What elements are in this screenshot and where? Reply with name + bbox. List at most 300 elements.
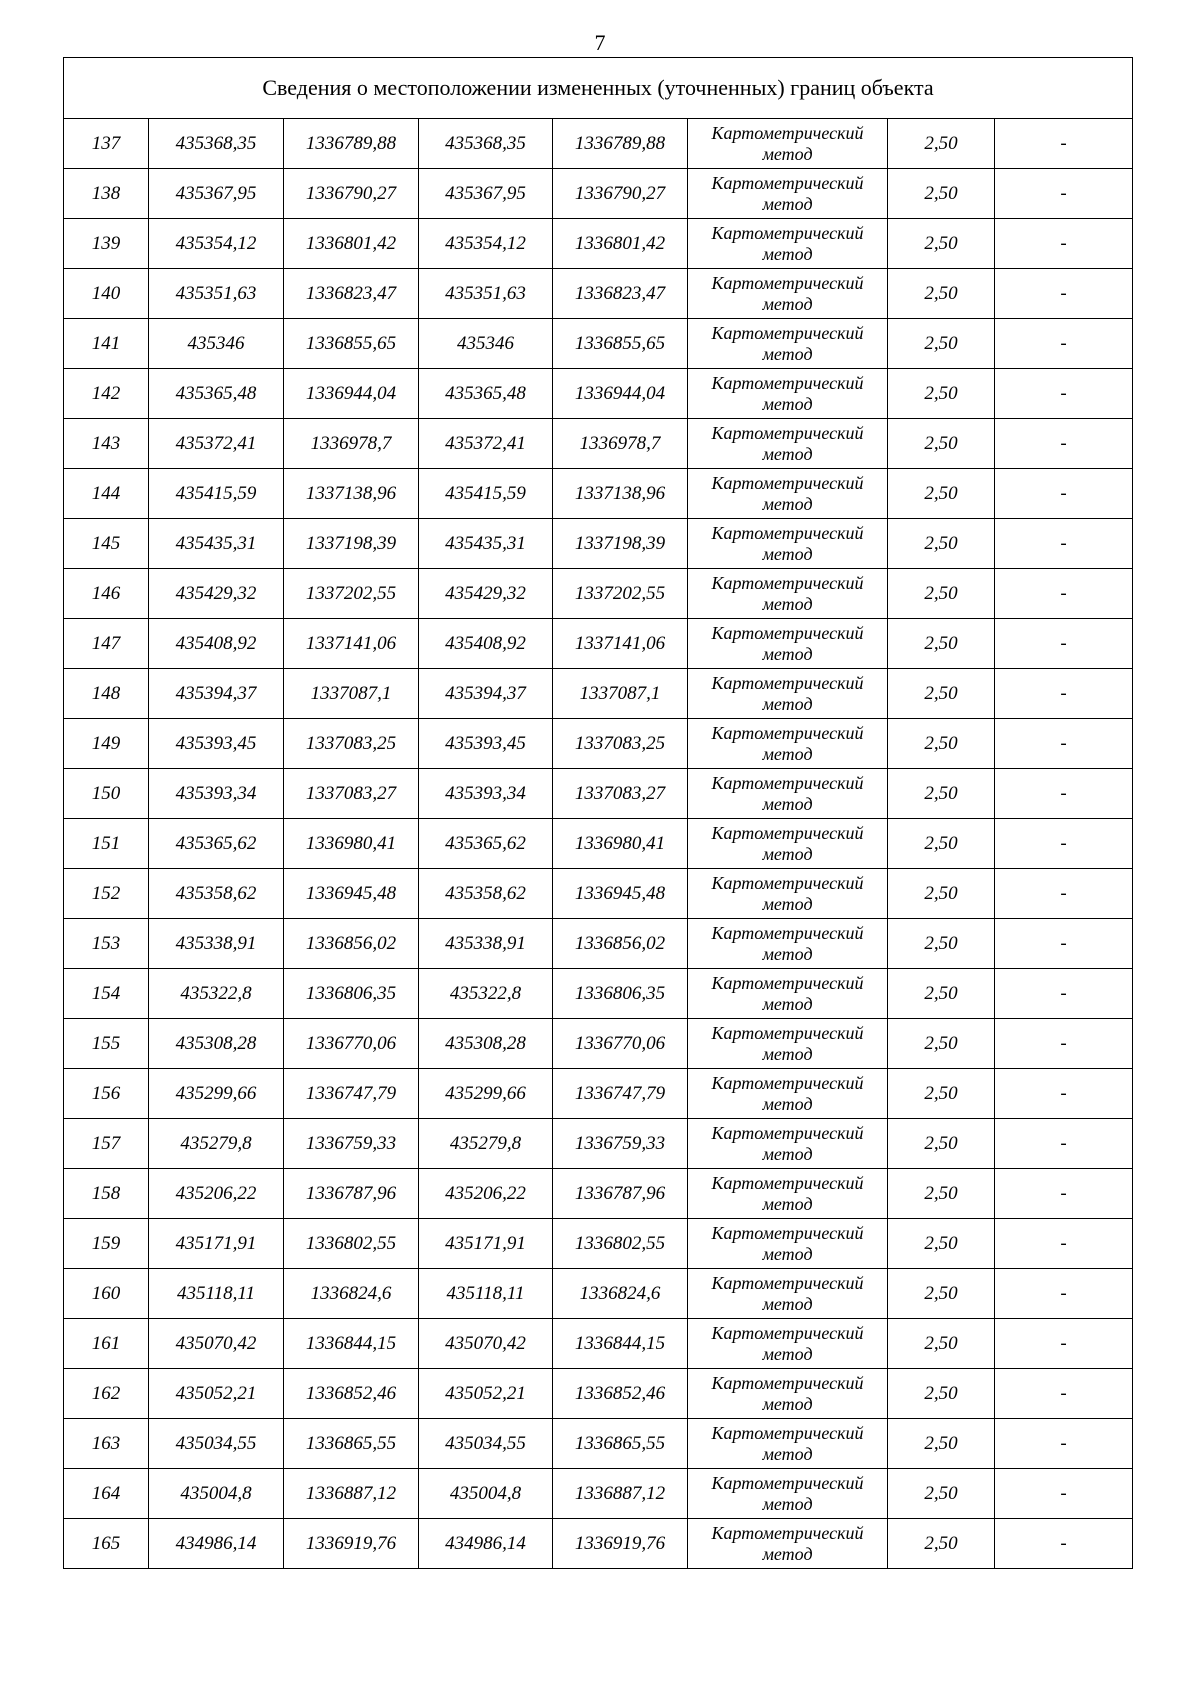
precision-cell: 2,50: [888, 1269, 995, 1319]
x-refined-cell: 434986,14: [419, 1519, 553, 1569]
point-number-cell: 142: [64, 369, 149, 419]
precision-cell: 2,50: [888, 269, 995, 319]
point-number-cell: 162: [64, 1369, 149, 1419]
precision-cell: 2,50: [888, 719, 995, 769]
point-number-cell: 160: [64, 1269, 149, 1319]
y-existing-cell: 1336980,41: [284, 819, 419, 869]
x-existing-cell: 435394,37: [149, 669, 284, 719]
method-line-1: Картометрический: [711, 822, 864, 843]
y-existing-cell: 1336747,79: [284, 1069, 419, 1119]
precision-cell: 2,50: [888, 669, 995, 719]
note-cell: -: [995, 1269, 1133, 1319]
method-cell: [688, 1119, 888, 1169]
table-row: [64, 469, 1133, 519]
note-cell: -: [995, 1219, 1133, 1269]
x-refined-cell: 435393,45: [419, 719, 553, 769]
method-line-2: метод: [762, 843, 813, 864]
x-refined-cell: 435034,55: [419, 1419, 553, 1469]
x-existing-cell: 435367,95: [149, 169, 284, 219]
x-existing-cell: 435308,28: [149, 1019, 284, 1069]
method-line-2: метод: [762, 1343, 813, 1364]
method-line-1: Картометрический: [711, 1222, 864, 1243]
x-existing-cell: 435393,45: [149, 719, 284, 769]
x-refined-cell: 435338,91: [419, 919, 553, 969]
table-row: [64, 1419, 1133, 1469]
y-refined-cell: 1336855,65: [553, 319, 688, 369]
method-line-1: Картометрический: [711, 1472, 864, 1493]
y-existing-cell: 1336865,55: [284, 1419, 419, 1469]
method-line-2: метод: [762, 1093, 813, 1114]
y-refined-cell: 1337202,55: [553, 569, 688, 619]
x-refined-cell: 435408,92: [419, 619, 553, 669]
coordinates-table: [63, 57, 1133, 1569]
method-cell: [688, 1319, 888, 1369]
table-row: [64, 719, 1133, 769]
method-line-1: Картометрический: [711, 1022, 864, 1043]
y-refined-cell: 1337198,39: [553, 519, 688, 569]
y-existing-cell: 1336856,02: [284, 919, 419, 969]
method-cell: [688, 669, 888, 719]
method-cell: [688, 469, 888, 519]
table-row: [64, 919, 1133, 969]
x-existing-cell: 435070,42: [149, 1319, 284, 1369]
note-cell: -: [995, 1469, 1133, 1519]
y-refined-cell: 1336759,33: [553, 1119, 688, 1169]
method-line-1: Картометрический: [711, 922, 864, 943]
method-line-1: Картометрический: [711, 1372, 864, 1393]
precision-cell: 2,50: [888, 919, 995, 969]
method-line-2: метод: [762, 443, 813, 464]
method-cell: [688, 269, 888, 319]
note-cell: -: [995, 869, 1133, 919]
method-cell: [688, 119, 888, 169]
table-row: [64, 1319, 1133, 1369]
method-line-1: Картометрический: [711, 522, 864, 543]
y-existing-cell: 1336770,06: [284, 1019, 419, 1069]
method-cell: [688, 219, 888, 269]
precision-cell: 2,50: [888, 1169, 995, 1219]
note-cell: -: [995, 1069, 1133, 1119]
y-refined-cell: 1336944,04: [553, 369, 688, 419]
point-number-cell: 163: [64, 1419, 149, 1469]
x-existing-cell: 435338,91: [149, 919, 284, 969]
x-existing-cell: 435358,62: [149, 869, 284, 919]
method-line-1: Картометрический: [711, 172, 864, 193]
x-existing-cell: 435415,59: [149, 469, 284, 519]
method-cell: [688, 319, 888, 369]
x-refined-cell: 435358,62: [419, 869, 553, 919]
x-existing-cell: 435351,63: [149, 269, 284, 319]
x-refined-cell: 435004,8: [419, 1469, 553, 1519]
point-number-cell: 143: [64, 419, 149, 469]
note-cell: -: [995, 569, 1133, 619]
y-refined-cell: 1336801,42: [553, 219, 688, 269]
x-existing-cell: 435052,21: [149, 1369, 284, 1419]
precision-cell: 2,50: [888, 869, 995, 919]
point-number-cell: 140: [64, 269, 149, 319]
method-cell: [688, 769, 888, 819]
point-number-cell: 165: [64, 1519, 149, 1569]
method-cell: [688, 1069, 888, 1119]
y-refined-cell: 1337083,27: [553, 769, 688, 819]
y-refined-cell: 1336824,6: [553, 1269, 688, 1319]
y-refined-cell: 1336865,55: [553, 1419, 688, 1469]
y-existing-cell: 1337087,1: [284, 669, 419, 719]
method-line-2: метод: [762, 693, 813, 714]
method-line-2: метод: [762, 993, 813, 1014]
note-cell: -: [995, 1419, 1133, 1469]
y-refined-cell: 1337087,1: [553, 669, 688, 719]
note-cell: -: [995, 269, 1133, 319]
method-line-1: Картометрический: [711, 1122, 864, 1143]
y-existing-cell: 1336919,76: [284, 1519, 419, 1569]
x-refined-cell: 435052,21: [419, 1369, 553, 1419]
method-line-2: метод: [762, 1243, 813, 1264]
method-line-1: Картометрический: [711, 622, 864, 643]
y-refined-cell: 1336945,48: [553, 869, 688, 919]
table-row: [64, 319, 1133, 369]
method-line-2: метод: [762, 1393, 813, 1414]
y-refined-cell: 1336978,7: [553, 419, 688, 469]
x-existing-cell: 435393,34: [149, 769, 284, 819]
method-line-2: метод: [762, 643, 813, 664]
method-line-1: Картометрический: [711, 122, 864, 143]
y-existing-cell: 1336945,48: [284, 869, 419, 919]
method-line-2: метод: [762, 543, 813, 564]
point-number-cell: 144: [64, 469, 149, 519]
y-existing-cell: 1336844,15: [284, 1319, 419, 1369]
method-line-2: метод: [762, 793, 813, 814]
y-refined-cell: 1336770,06: [553, 1019, 688, 1069]
method-cell: [688, 719, 888, 769]
point-number-cell: 146: [64, 569, 149, 619]
precision-cell: 2,50: [888, 1069, 995, 1119]
precision-cell: 2,50: [888, 1369, 995, 1419]
y-existing-cell: 1336824,6: [284, 1269, 419, 1319]
precision-cell: 2,50: [888, 819, 995, 869]
note-cell: -: [995, 1169, 1133, 1219]
note-cell: -: [995, 469, 1133, 519]
point-number-cell: 148: [64, 669, 149, 719]
y-refined-cell: 1336844,15: [553, 1319, 688, 1369]
method-line-2: метод: [762, 243, 813, 264]
y-existing-cell: 1337202,55: [284, 569, 419, 619]
y-existing-cell: 1336806,35: [284, 969, 419, 1019]
y-refined-cell: 1336802,55: [553, 1219, 688, 1269]
note-cell: -: [995, 1319, 1133, 1369]
y-existing-cell: 1336790,27: [284, 169, 419, 219]
method-line-2: метод: [762, 593, 813, 614]
method-line-2: метод: [762, 143, 813, 164]
x-existing-cell: 435171,91: [149, 1219, 284, 1269]
x-existing-cell: 435004,8: [149, 1469, 284, 1519]
precision-cell: 2,50: [888, 619, 995, 669]
method-cell: [688, 369, 888, 419]
precision-cell: 2,50: [888, 769, 995, 819]
method-cell: [688, 1019, 888, 1069]
method-cell: [688, 1169, 888, 1219]
method-line-2: метод: [762, 1543, 813, 1564]
table-row: [64, 1469, 1133, 1519]
method-line-1: Картометрический: [711, 672, 864, 693]
method-line-1: Картометрический: [711, 1322, 864, 1343]
precision-cell: 2,50: [888, 469, 995, 519]
method-cell: [688, 969, 888, 1019]
method-line-2: метод: [762, 1293, 813, 1314]
table-row: [64, 1069, 1133, 1119]
note-cell: -: [995, 719, 1133, 769]
y-existing-cell: 1337083,27: [284, 769, 419, 819]
y-existing-cell: 1336978,7: [284, 419, 419, 469]
precision-cell: 2,50: [888, 119, 995, 169]
x-refined-cell: 435429,32: [419, 569, 553, 619]
x-refined-cell: 435308,28: [419, 1019, 553, 1069]
x-existing-cell: 435429,32: [149, 569, 284, 619]
table-row: [64, 1369, 1133, 1419]
precision-cell: 2,50: [888, 169, 995, 219]
x-refined-cell: 435365,48: [419, 369, 553, 419]
method-line-1: Картометрический: [711, 722, 864, 743]
method-line-1: Картометрический: [711, 422, 864, 443]
y-refined-cell: 1336852,46: [553, 1369, 688, 1419]
x-refined-cell: 435299,66: [419, 1069, 553, 1119]
table-row: [64, 669, 1133, 719]
y-existing-cell: 1336802,55: [284, 1219, 419, 1269]
table-row: [64, 1219, 1133, 1269]
method-line-2: метод: [762, 343, 813, 364]
x-refined-cell: 435415,59: [419, 469, 553, 519]
precision-cell: 2,50: [888, 1019, 995, 1069]
x-refined-cell: 435394,37: [419, 669, 553, 719]
method-line-2: метод: [762, 1443, 813, 1464]
point-number-cell: 154: [64, 969, 149, 1019]
y-existing-cell: 1336789,88: [284, 119, 419, 169]
point-number-cell: 141: [64, 319, 149, 369]
precision-cell: 2,50: [888, 419, 995, 469]
table-row: [64, 769, 1133, 819]
y-existing-cell: 1337198,39: [284, 519, 419, 569]
method-line-1: Картометрический: [711, 272, 864, 293]
method-line-1: Картометрический: [711, 872, 864, 893]
x-existing-cell: 435206,22: [149, 1169, 284, 1219]
method-line-2: метод: [762, 1193, 813, 1214]
table-row: [64, 419, 1133, 469]
table-title: Сведения о местоположении измененных (уточненных) границ объекта: [64, 58, 1133, 119]
y-existing-cell: 1336823,47: [284, 269, 419, 319]
table-row: [64, 819, 1133, 869]
point-number-cell: 153: [64, 919, 149, 969]
x-refined-cell: 435351,63: [419, 269, 553, 319]
point-number-cell: 150: [64, 769, 149, 819]
x-existing-cell: 435365,48: [149, 369, 284, 419]
point-number-cell: 147: [64, 619, 149, 669]
note-cell: -: [995, 969, 1133, 1019]
method-line-1: Картометрический: [711, 572, 864, 593]
table-row: [64, 169, 1133, 219]
x-refined-cell: 435393,34: [419, 769, 553, 819]
x-existing-cell: 435299,66: [149, 1069, 284, 1119]
precision-cell: 2,50: [888, 969, 995, 1019]
table-row: [64, 969, 1133, 1019]
precision-cell: 2,50: [888, 319, 995, 369]
x-existing-cell: 435435,31: [149, 519, 284, 569]
x-refined-cell: 435367,95: [419, 169, 553, 219]
x-existing-cell: 435354,12: [149, 219, 284, 269]
method-line-1: Картометрический: [711, 1522, 864, 1543]
y-existing-cell: 1336787,96: [284, 1169, 419, 1219]
x-existing-cell: 435365,62: [149, 819, 284, 869]
note-cell: -: [995, 519, 1133, 569]
method-cell: [688, 869, 888, 919]
method-cell: [688, 1369, 888, 1419]
x-existing-cell: 435346: [149, 319, 284, 369]
method-line-2: метод: [762, 743, 813, 764]
method-line-1: Картометрический: [711, 1072, 864, 1093]
note-cell: -: [995, 669, 1133, 719]
precision-cell: 2,50: [888, 369, 995, 419]
table-title-row: [64, 58, 1133, 119]
note-cell: -: [995, 1369, 1133, 1419]
method-cell: [688, 1219, 888, 1269]
x-existing-cell: 435034,55: [149, 1419, 284, 1469]
method-cell: [688, 169, 888, 219]
note-cell: -: [995, 769, 1133, 819]
method-cell: [688, 619, 888, 669]
note-cell: -: [995, 369, 1133, 419]
y-existing-cell: 1336855,65: [284, 319, 419, 369]
method-line-1: Картометрический: [711, 222, 864, 243]
point-number-cell: 161: [64, 1319, 149, 1369]
y-refined-cell: 1336887,12: [553, 1469, 688, 1519]
table-row: [64, 1119, 1133, 1169]
note-cell: -: [995, 1519, 1133, 1569]
y-existing-cell: 1336759,33: [284, 1119, 419, 1169]
y-refined-cell: 1336980,41: [553, 819, 688, 869]
note-cell: -: [995, 819, 1133, 869]
point-number-cell: 149: [64, 719, 149, 769]
note-cell: -: [995, 219, 1133, 269]
method-line-2: метод: [762, 893, 813, 914]
table-row: [64, 219, 1133, 269]
point-number-cell: 145: [64, 519, 149, 569]
method-cell: [688, 1419, 888, 1469]
x-existing-cell: 435408,92: [149, 619, 284, 669]
method-line-2: метод: [762, 1493, 813, 1514]
point-number-cell: 157: [64, 1119, 149, 1169]
table-row: [64, 869, 1133, 919]
precision-cell: 2,50: [888, 1469, 995, 1519]
note-cell: -: [995, 919, 1133, 969]
y-existing-cell: 1336887,12: [284, 1469, 419, 1519]
x-existing-cell: 435322,8: [149, 969, 284, 1019]
y-refined-cell: 1336789,88: [553, 119, 688, 169]
method-cell: [688, 1519, 888, 1569]
y-existing-cell: 1336801,42: [284, 219, 419, 269]
table-row: [64, 1269, 1133, 1319]
x-refined-cell: 435365,62: [419, 819, 553, 869]
method-line-1: Картометрический: [711, 372, 864, 393]
precision-cell: 2,50: [888, 1219, 995, 1269]
method-line-1: Картометрический: [711, 322, 864, 343]
x-refined-cell: 435171,91: [419, 1219, 553, 1269]
y-existing-cell: 1336852,46: [284, 1369, 419, 1419]
method-line-2: метод: [762, 1143, 813, 1164]
x-existing-cell: 435368,35: [149, 119, 284, 169]
point-number-cell: 137: [64, 119, 149, 169]
point-number-cell: 156: [64, 1069, 149, 1119]
y-existing-cell: 1336944,04: [284, 369, 419, 419]
point-number-cell: 138: [64, 169, 149, 219]
point-number-cell: 164: [64, 1469, 149, 1519]
y-refined-cell: 1336856,02: [553, 919, 688, 969]
y-refined-cell: 1336747,79: [553, 1069, 688, 1119]
y-refined-cell: 1336806,35: [553, 969, 688, 1019]
method-line-2: метод: [762, 493, 813, 514]
x-refined-cell: 435368,35: [419, 119, 553, 169]
x-refined-cell: 435070,42: [419, 1319, 553, 1369]
table-row: [64, 619, 1133, 669]
table-row: [64, 569, 1133, 619]
y-refined-cell: 1337083,25: [553, 719, 688, 769]
point-number-cell: 155: [64, 1019, 149, 1069]
page-number: 7: [594, 30, 606, 55]
method-line-1: Картометрический: [711, 1172, 864, 1193]
y-refined-cell: 1336790,27: [553, 169, 688, 219]
table-row: [64, 1169, 1133, 1219]
table-row: [64, 119, 1133, 169]
x-existing-cell: 435279,8: [149, 1119, 284, 1169]
method-line-1: Картометрический: [711, 1272, 864, 1293]
note-cell: -: [995, 419, 1133, 469]
y-refined-cell: 1336787,96: [553, 1169, 688, 1219]
method-cell: [688, 919, 888, 969]
x-existing-cell: 435118,11: [149, 1269, 284, 1319]
x-existing-cell: 435372,41: [149, 419, 284, 469]
method-line-1: Картометрический: [711, 1422, 864, 1443]
x-refined-cell: 435435,31: [419, 519, 553, 569]
method-line-1: Картометрический: [711, 472, 864, 493]
method-cell: [688, 419, 888, 469]
method-line-2: метод: [762, 293, 813, 314]
method-line-1: Картометрический: [711, 772, 864, 793]
y-existing-cell: 1337138,96: [284, 469, 419, 519]
x-refined-cell: 435118,11: [419, 1269, 553, 1319]
y-refined-cell: 1336823,47: [553, 269, 688, 319]
precision-cell: 2,50: [888, 1119, 995, 1169]
x-existing-cell: 434986,14: [149, 1519, 284, 1569]
method-line-2: метод: [762, 193, 813, 214]
note-cell: -: [995, 169, 1133, 219]
precision-cell: 2,50: [888, 519, 995, 569]
point-number-cell: 159: [64, 1219, 149, 1269]
note-cell: -: [995, 319, 1133, 369]
note-cell: -: [995, 1119, 1133, 1169]
table-row: [64, 1019, 1133, 1069]
precision-cell: 2,50: [888, 1319, 995, 1369]
point-number-cell: 152: [64, 869, 149, 919]
note-cell: -: [995, 1019, 1133, 1069]
x-refined-cell: 435346: [419, 319, 553, 369]
method-line-2: метод: [762, 1043, 813, 1064]
precision-cell: 2,50: [888, 1419, 995, 1469]
method-cell: [688, 519, 888, 569]
precision-cell: 2,50: [888, 569, 995, 619]
x-refined-cell: 435372,41: [419, 419, 553, 469]
x-refined-cell: 435322,8: [419, 969, 553, 1019]
method-line-2: метод: [762, 943, 813, 964]
precision-cell: 2,50: [888, 219, 995, 269]
method-cell: [688, 1269, 888, 1319]
